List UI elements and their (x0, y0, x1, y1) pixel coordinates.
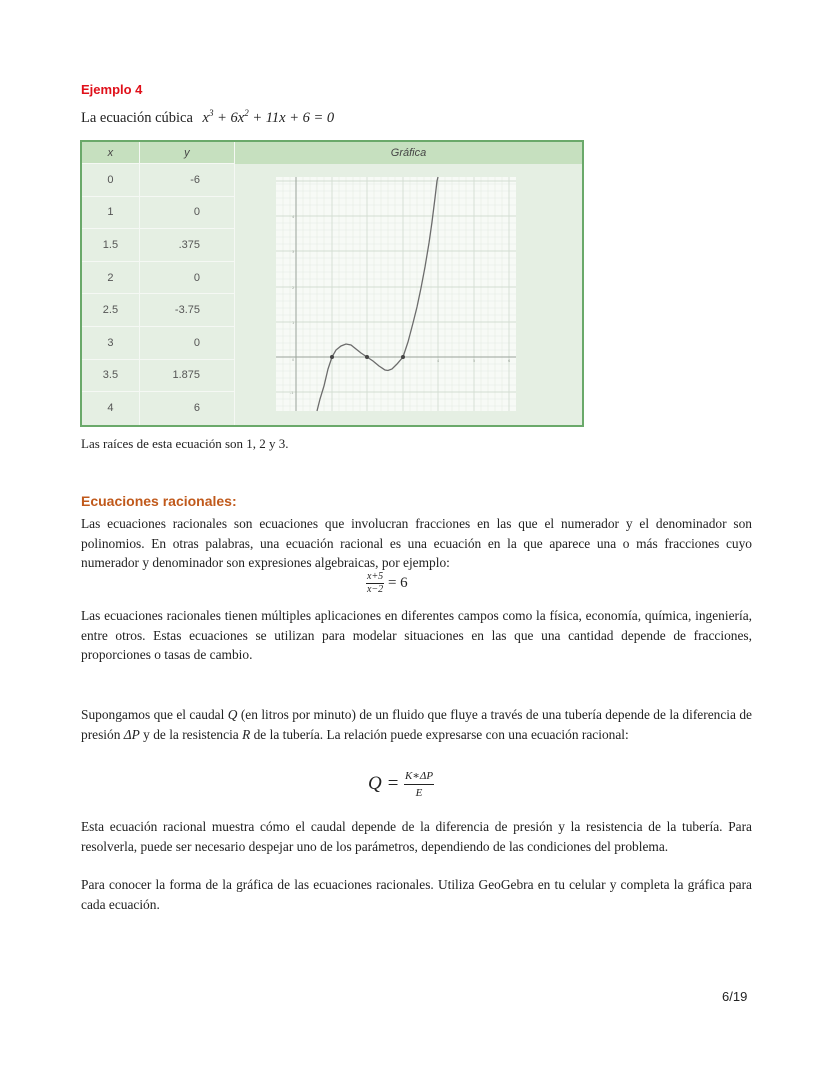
roots-statement: Las raíces de esta ecuación son 1, 2 y 3. (81, 436, 289, 451)
svg-text:5: 5 (473, 358, 476, 363)
cell-x: 1.5 (81, 229, 139, 262)
cell-x: 2 (81, 261, 139, 294)
example-rational-equation (366, 571, 408, 596)
intro-text: La ecuación cúbica (81, 109, 193, 126)
root-point-3 (401, 355, 405, 359)
cubic-equation: $x^3 + 6x^2 + 11x + 6 = 0$ (202, 108, 335, 126)
cell-x: 4 (81, 392, 139, 426)
svg-text:4: 4 (437, 358, 440, 363)
page-number: 6/19 (722, 989, 748, 1004)
cell-y: 0 (139, 327, 234, 360)
section-title: Ecuaciones racionales: (81, 493, 237, 509)
cell-x: 1 (81, 196, 139, 229)
paragraph-definition: Las ecuaciones racionales son ecuaciones que involucran fracciones en las que el numerador y el denominador son polinomios. En otras palabras, una ecuación racional es una ecuación en la que aparece una o más fracciones cuyo numerador y denominador son expresiones algebraicas, por ejemplo: (81, 516, 752, 570)
fraction (404, 768, 434, 801)
graph-cell (235, 164, 584, 426)
table-row (81, 164, 583, 197)
svg-text:4: 4 (292, 214, 295, 219)
cubic-graph (236, 165, 581, 421)
cell-y: 1.875 (139, 359, 234, 392)
paragraph-explanation: Esta ecuación racional muestra cómo el caudal depende de la diferencia de presión y la resistencia de la tubería. Para resolverla, puede ser necesario despejar uno de los parámetros, dependiendo de las condiciones del problema. (81, 819, 752, 854)
cell-y: 0 (139, 196, 234, 229)
cell-y: 0 (139, 261, 234, 294)
cell-x: 3.5 (81, 359, 139, 392)
header-graph: Gráfica (235, 141, 584, 164)
svg-text:2: 2 (292, 285, 295, 290)
svg-text:3: 3 (292, 249, 295, 254)
paragraph-geogebra: Para conocer la forma de la gráfica de las ecuaciones racionales. Utiliza GeoGebra en tu celular y completa la gráfica para cada ecuación. (81, 877, 752, 912)
values-table (80, 140, 584, 427)
cell-x: 2.5 (81, 294, 139, 327)
svg-text:1: 1 (292, 320, 295, 325)
paragraph-applications: Las ecuaciones racionales tienen múltiples aplicaciones en diferentes campos como la física, economía, química, ingeniería, entre otros. Estas ecuaciones se utilizan para modelar situaciones en las que una cantidad depende de fracciones, proporciones o tasas de cambio. (81, 608, 752, 662)
flow-equation (368, 768, 434, 801)
equation-rhs: = 6 (384, 574, 408, 591)
svg-text:0: 0 (292, 357, 295, 362)
cell-y: 6 (139, 392, 234, 426)
table-header-row (81, 141, 583, 164)
cell-x: 0 (81, 164, 139, 197)
denominator: E (415, 787, 423, 799)
example-intro (81, 108, 334, 127)
svg-text:6: 6 (508, 358, 511, 363)
equation-lhs: Q = (368, 772, 405, 794)
numerator: K∗ΔP (404, 768, 434, 785)
paragraph-flow-example: Supongamos que el caudal Q (en litros por minuto) de un fluido que fluye a través de una tubería depende de la diferencia de presión ΔP y de la resistencia R de la tubería. La relación puede expresarse con una ecuación racional: (81, 707, 752, 742)
cell-x: 3 (81, 327, 139, 360)
root-point-2 (365, 355, 369, 359)
cell-y: -6 (139, 164, 234, 197)
cell-y: -3.75 (139, 294, 234, 327)
svg-text:-1: -1 (290, 390, 294, 395)
example-title: Ejemplo 4 (81, 82, 143, 97)
numerator: x+5 (367, 571, 384, 582)
header-y: y (139, 141, 234, 164)
fraction (366, 571, 384, 596)
header-x: x (81, 141, 139, 164)
cell-y: .375 (139, 229, 234, 262)
root-point-1 (330, 355, 334, 359)
denominator: x−2 (367, 584, 384, 595)
